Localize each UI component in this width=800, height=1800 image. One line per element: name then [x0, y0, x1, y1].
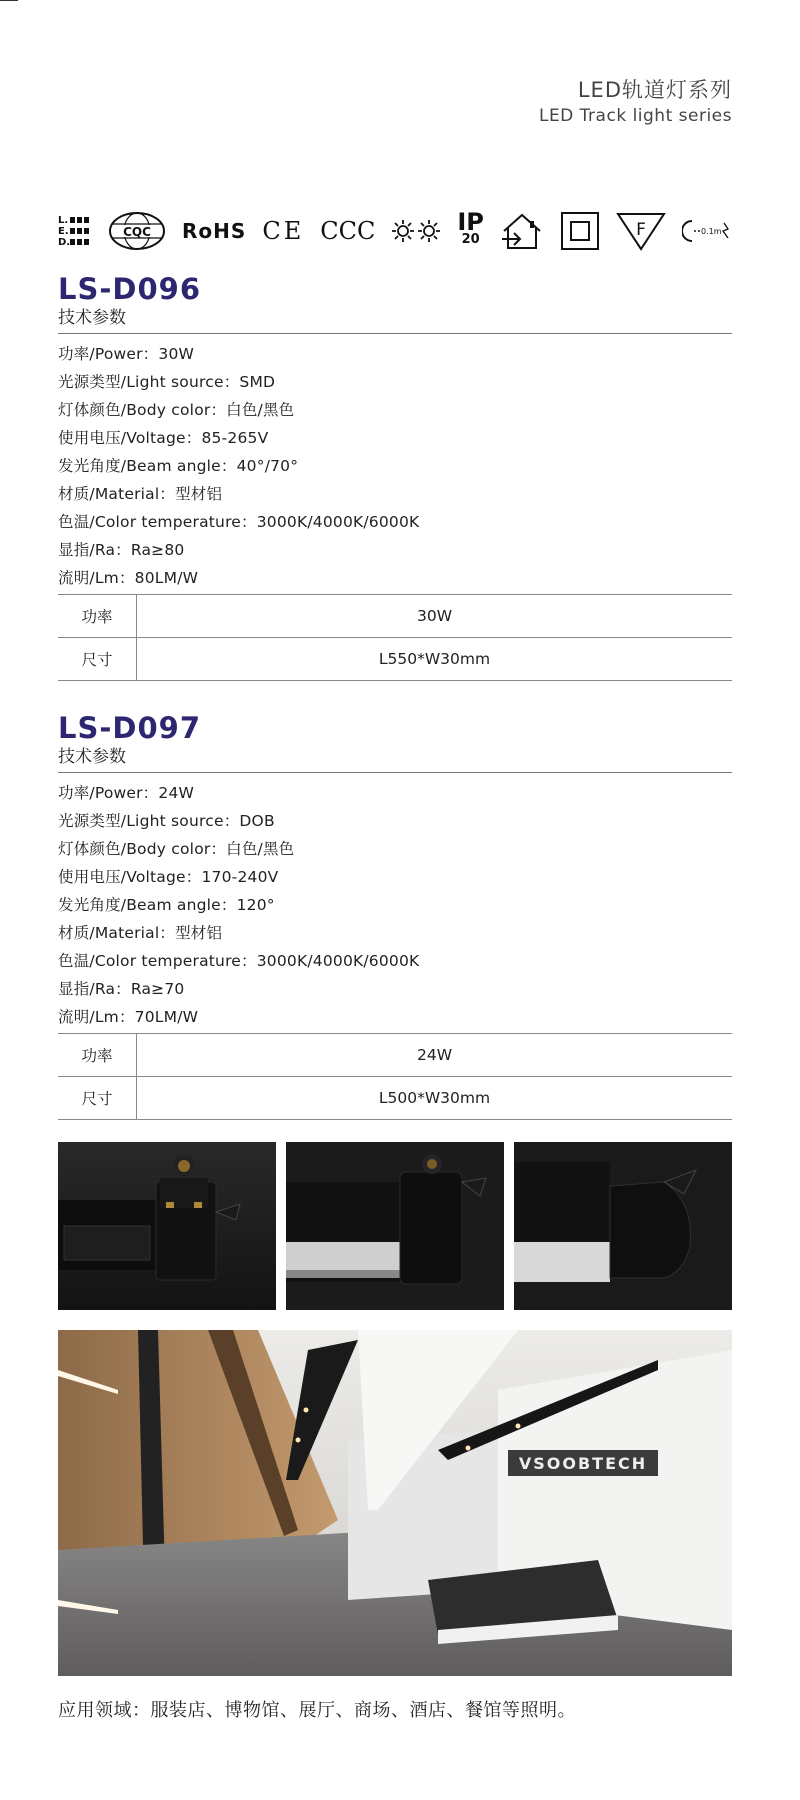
table-row — [58, 595, 732, 638]
table-row — [58, 638, 732, 681]
spec-item: 材质/Material：型材铝 — [58, 924, 223, 942]
table-label: 功率 — [58, 595, 137, 638]
spec-item: 使用电压/Voltage：85-265V — [58, 429, 269, 447]
distance-label: 0.1m — [700, 227, 722, 236]
scene-sign-text: VSOOBTECH — [518, 1454, 648, 1473]
table-label: 尺寸 — [58, 1077, 137, 1120]
spec-item: 显指/Ra：Ra≥70 — [58, 980, 185, 998]
product-photo-profile — [286, 1142, 504, 1310]
double-insulation-icon — [560, 211, 600, 251]
led-letter: D. — [58, 236, 71, 248]
led-letter: L. — [58, 214, 69, 226]
application-text: 应用领域：服装店、博物馆、展厅、商场、酒店、餐馆等照明。 — [58, 1700, 576, 1721]
spec-item: 灯体颜色/Body color：白色/黑色 — [58, 840, 295, 858]
spec-item: 色温/Color temperature：3000K/4000K/6000K — [58, 952, 420, 970]
table-row — [58, 1077, 732, 1120]
table-row — [58, 1034, 732, 1077]
spec-table — [58, 594, 732, 681]
f-triangle-icon — [616, 211, 666, 251]
spec-item: 灯体颜色/Body color：白色/黑色 — [58, 401, 295, 419]
application-scene-photo — [58, 1330, 732, 1676]
ce-mark: CE — [262, 217, 305, 245]
spec-item: 功率/Power：30W — [58, 345, 195, 363]
series-header — [539, 76, 732, 128]
spec-list — [58, 779, 732, 1031]
spec-item: 发光角度/Beam angle：40°/70° — [58, 457, 299, 475]
table-value: L500*W30mm — [137, 1077, 733, 1120]
product-photos — [58, 1142, 732, 1310]
spec-subtitle: 技术参数 — [58, 745, 732, 773]
ip-value: 20 — [461, 232, 480, 247]
spec-item: 光源类型/Light source：SMD — [58, 373, 276, 391]
product-photo-end-cap — [514, 1142, 732, 1310]
f-label: F — [636, 220, 646, 240]
table-value: 24W — [137, 1034, 733, 1077]
indoor-house-icon — [500, 211, 544, 251]
corner-mark — [0, 0, 18, 1]
spec-item: 流明/Lm：70LM/W — [58, 1008, 199, 1026]
model-title: LS-D096 — [58, 272, 202, 306]
spec-item: 光源类型/Light source：DOB — [58, 812, 275, 830]
table-value: 30W — [137, 595, 733, 638]
spec-item: 流明/Lm：80LM/W — [58, 569, 199, 587]
spec-subtitle: 技术参数 — [58, 306, 732, 334]
spec-item: 功率/Power：24W — [58, 784, 195, 802]
ccc-mark: CCC — [320, 217, 376, 245]
table-value: L550*W30mm — [137, 638, 733, 681]
spec-table — [58, 1033, 732, 1120]
model-title: LS-D097 — [58, 711, 202, 745]
series-title-cn: LED轨道灯系列 — [577, 78, 732, 102]
spec-list — [58, 340, 732, 592]
cqc-label: CQC — [123, 225, 151, 239]
series-title-en: LED Track light series — [538, 106, 732, 126]
table-label: 尺寸 — [58, 638, 137, 681]
table-label: 功率 — [58, 1034, 137, 1077]
spec-item: 显指/Ra：Ra≥80 — [58, 541, 185, 559]
spec-item: 发光角度/Beam angle：120° — [58, 896, 275, 914]
ip-rating — [457, 208, 484, 249]
product-photo-connector — [58, 1142, 276, 1310]
rohs-mark: RoHS — [182, 219, 247, 243]
product-ls-d097 — [58, 711, 732, 1120]
product-ls-d096 — [58, 272, 732, 681]
led-logo-icon — [58, 215, 92, 248]
distance-icon — [682, 216, 732, 246]
certification-row — [58, 208, 732, 254]
ip-label: IP — [457, 208, 484, 236]
spec-item: 材质/Material：型材铝 — [58, 485, 223, 503]
cqc-logo-icon — [108, 211, 166, 251]
spec-item: 使用电压/Voltage：170-240V — [58, 868, 279, 886]
dual-sun-icon — [391, 218, 441, 244]
spec-item: 色温/Color temperature：3000K/4000K/6000K — [58, 513, 420, 531]
led-letter: E. — [58, 225, 69, 237]
